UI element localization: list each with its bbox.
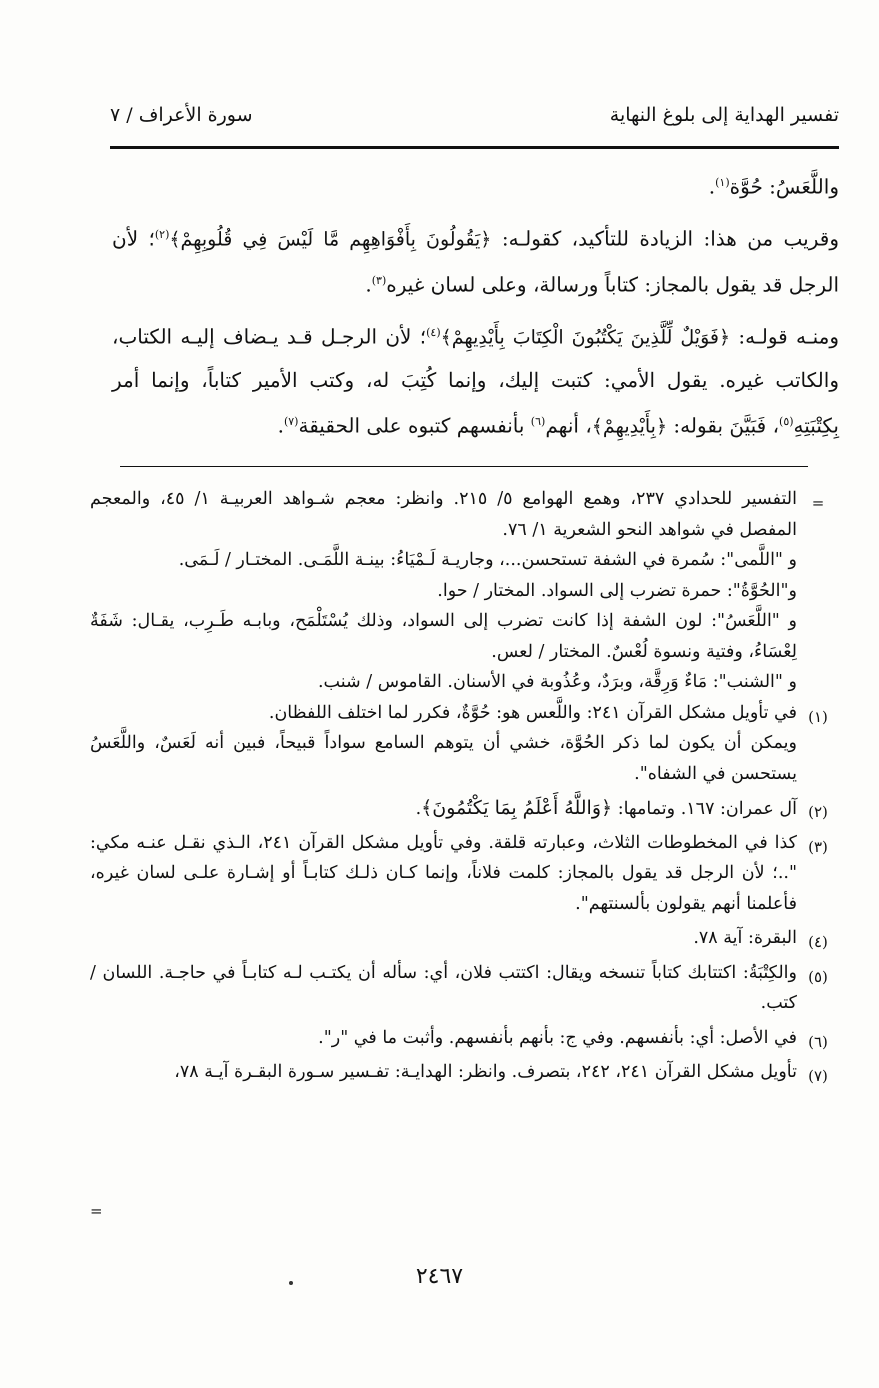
footnote-number: (٥) <box>808 967 828 986</box>
footnote-ref[interactable]: (٣) <box>371 274 387 288</box>
footnote-3 <box>90 828 839 920</box>
text-run: ، أنهم <box>545 413 592 438</box>
paragraph-3 <box>112 312 839 447</box>
quran-quote: ﴿يَقُولُونَ بِأَفْوَاهِهِم مَّا لَيْسَ فِي قُلُوبِهِمْ﴾ <box>169 228 492 251</box>
footnote-number: (١) <box>808 707 828 726</box>
footnote-6 <box>90 1023 839 1058</box>
text-run: . <box>708 174 716 199</box>
footnote-body <box>90 698 797 790</box>
quran-quote: ﴿وَاللَّهُ أَعْلَمُ بِمَا يَكْتُمُونَ﴾ <box>421 797 613 819</box>
footnote-7 <box>90 1057 839 1092</box>
text-run: ، فَبَيَّنَ بقوله: <box>667 413 780 438</box>
running-header <box>110 100 839 136</box>
footnote-body <box>90 484 797 698</box>
footnote-line: ويمكن أن يكون لما ذكر الحُوَّة، خشي أن يتوهم السامع سواداً قبيحاً، فبين أنه لَعَسٌ، واللَّعَسُ يستحسن في الشفاه". <box>90 733 797 784</box>
speck <box>289 1281 293 1285</box>
book-title: تفسير الهداية إلى بلوغ النهاية <box>609 104 839 126</box>
footnotes <box>90 484 839 1220</box>
text-run: بأنفسهم كتبوه على الحقيقة <box>298 413 531 438</box>
footnote-body: البقرة: آية ٧٨. <box>693 928 797 948</box>
footnote-line: في تأويل مشكل القرآن ٢٤١: واللَّعس هو: حُوَّةٌ، فكرر لما اختلف اللفظان. <box>268 702 797 723</box>
text-run: ؛ لأن الرجـل قـد يـضاف إليـه الكتاب، والكاتب غيره. يقول الأمي: كتبت إليك، وإنما كُتِبَ له، وكتب الأمير كتاباً، وإنما أمر بِكِتْبَتِهِ <box>112 324 839 438</box>
footnote-ref[interactable]: (٦) <box>530 414 546 428</box>
main-text <box>112 162 839 447</box>
header-rule <box>110 146 839 149</box>
text-run: . <box>277 413 284 438</box>
text-run: واللَّعَسُ: حُوَّة <box>729 174 839 199</box>
surah-page-label: سورة الأعراف / ٧ <box>110 104 253 126</box>
footnote-2 <box>90 793 839 828</box>
footnote-body: تأويل مشكل القرآن ٢٤١، ٢٤٢، بتصرف. وانظر: الهدايـة: تفـسير سـورة البقـرة آيـة ٧٨، <box>174 1062 797 1082</box>
footnote-1 <box>90 698 839 790</box>
text-run: . <box>415 799 422 819</box>
text-run: . <box>365 272 372 297</box>
text-run: وقريب من هذا: الزيادة للتأكيد، كقولـه: <box>491 226 839 251</box>
footnote-ref[interactable]: (٢) <box>154 227 170 241</box>
footnote-continued <box>90 484 839 698</box>
footnote-ref[interactable]: (٥) <box>779 414 794 428</box>
footnote-4 <box>90 923 839 958</box>
quran-quote: ﴿فَوَيْلٌ لِّلَّذِينَ يَكْتُبُونَ الْكِتَابَ بِأَيْدِيهِمْ﴾ <box>440 326 731 349</box>
text-run: ؛ لأن الرجل قد يقول بالمجاز: كتاباً ورسالة، وعلى لسان غيره <box>112 226 839 297</box>
footnote-line: و "اللَّمى": سُمرة في الشفة تستحسن...، وجاريـة لَـمْيَاءُ: بينـة اللَّمَـى. المختـار / لَـمَى. <box>178 550 797 570</box>
continuation-mark: = <box>811 494 825 512</box>
footnote-5 <box>90 958 839 1019</box>
footnote-body: في الأصل: أي: بأنفسهم. وفي ج: بأنهم بأنفسهم. وأثبت ما في "ر". <box>318 1027 797 1048</box>
footnote-ref[interactable]: (١) <box>715 176 730 189</box>
footnote-ref[interactable]: (٧) <box>283 414 299 428</box>
footnote-ref[interactable]: (٤) <box>426 325 441 339</box>
footnote-separator <box>120 466 808 467</box>
page-number: ٢٤٦٧ <box>415 1264 464 1289</box>
text-run: ومنـه قولـه: <box>730 324 839 349</box>
footnote-body: كذا في المخطوطات الثلاث، وعبارته قلقة. وفي تأويل مشكل القرآن ٢٤١، الـذي نقـل عنـه مكي: "..؛ لأن الرجل قد يقول بالمجاز: كلمت فلاناً، وإنما كـان ذلـك كتابـاً أو إشـارة علـى لسان غيره، فأعلمنا أنهم يقولون بألسنتهم". <box>90 832 797 914</box>
quran-quote: ﴿بِأَيْدِيهِمْ﴾ <box>591 415 668 438</box>
text-run: آل عمران: ١٦٧. وتمامها: <box>612 799 797 819</box>
footnote-number: (٣) <box>808 837 828 856</box>
footnote-line: التفسير للحدادي ٢٣٧، وهمع الهوامع ٥/ ٢١٥. وانظر: معجم شـواهد العربيـة ١/ ٤٥، والمعجم المفصل في شواهد النحو الشعرية ١/ ٧٦. <box>90 489 797 540</box>
footnote-number: (٦) <box>808 1032 828 1051</box>
footnote-number: (٤) <box>808 933 828 951</box>
footnote-line: و "اللَّعَسُ": لون الشفة إذا كانت تضرب إلى السواد، وذلك يُسْتَلْمَح، وبابـه طَـرِب، يقـال: شَفَةٌ لِعْسَاءُ، وفتية ونسوة لُعْسٌ. المختار / لعس. <box>90 611 797 662</box>
footnote-line: و"الحُوَّةُ": حمرة تضرب إلى السواد. المختار / حوا. <box>437 580 797 601</box>
continuation-mark: = <box>90 1202 103 1220</box>
paragraph-1 <box>112 162 839 208</box>
footnote-body <box>90 793 797 825</box>
footnote-number: (٢) <box>808 803 828 821</box>
paragraph-2 <box>112 214 839 306</box>
footnote-line: و "الشنب": مَاءٌ وَرِقَّة، وبرَدٌ، وعُذُوبة في الأسنان. القاموس / شنب. <box>317 672 797 692</box>
footnote-body: والكِتْبَةُ: اكتتابك كتاباً تنسخه ويقال: اكتتب فلان، أي: سأله أن يكتـب لـه كتابـاً في حاجـة. اللسان / كتب. <box>90 962 797 1013</box>
footnote-number: (٧) <box>808 1067 828 1085</box>
